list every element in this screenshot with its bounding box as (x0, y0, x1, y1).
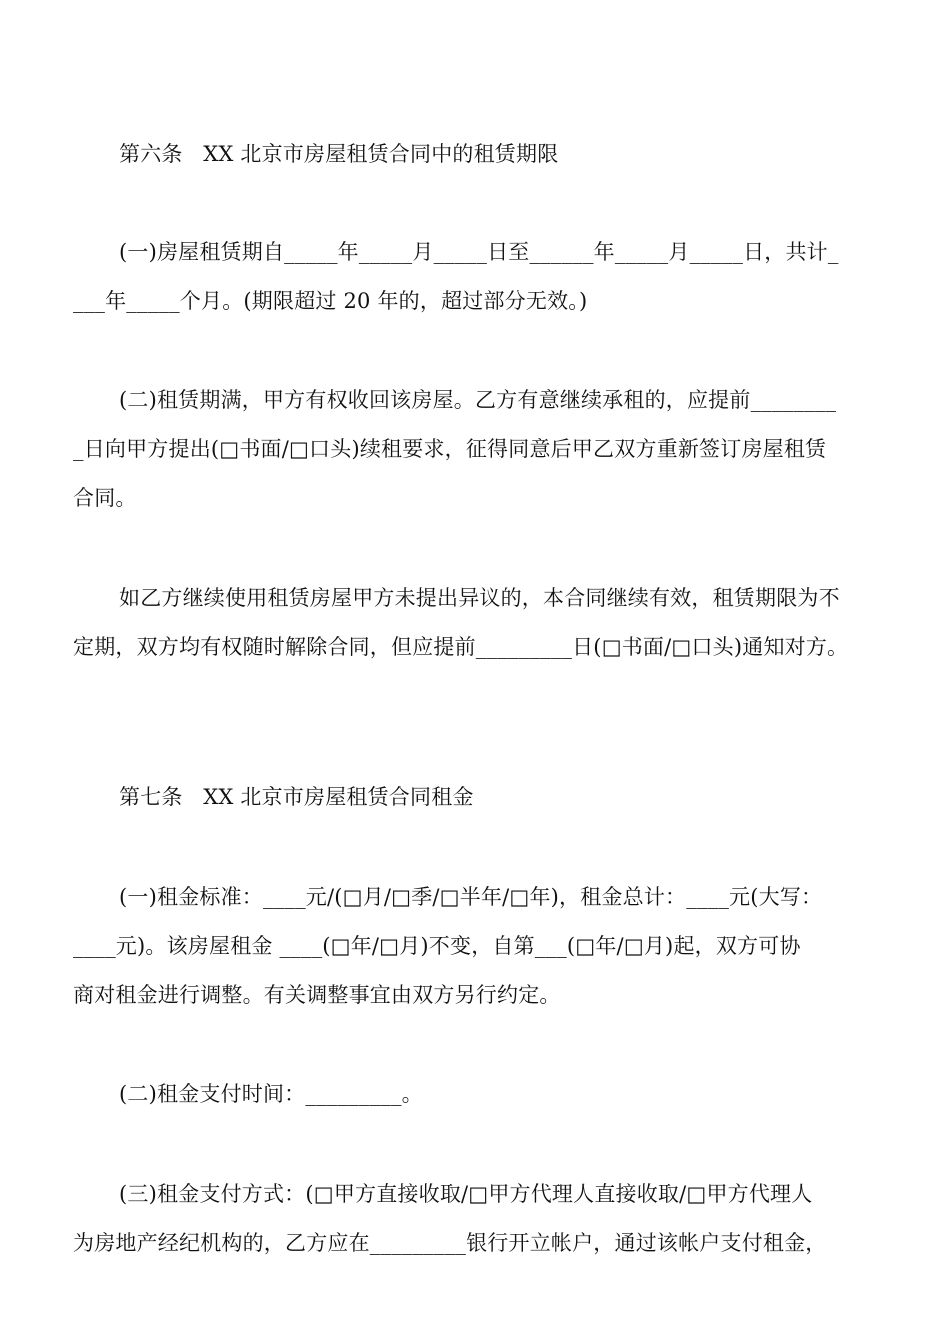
article-6-clause-2-line-3: 合同。 (73, 486, 137, 510)
article-7-clause-3-line-1: (三)租金支付方式：(□甲方直接收取/□甲方代理人直接收取/□甲方代理人 (119, 1182, 813, 1206)
article-7-heading: 第七条 XX 北京市房屋租赁合同租金 (119, 785, 474, 809)
article-7-clause-1-line-1: (一)租金标准：____元/(□月/□季/□半年/□年)，租金总计：____元(大写： (119, 885, 823, 909)
article-6-heading: 第六条 XX 北京市房屋租赁合同中的租赁期限 (119, 142, 559, 166)
article-6-clause-1-line-1: (一)房屋租赁期自_____年_____月_____日至______年_____月_____日，共计_ (119, 240, 839, 264)
article-6-clause-2-line-2: _日向甲方提出(□书面/□口头)续租要求，征得同意后甲乙双方重新签订房屋租赁 (73, 437, 827, 461)
article-6-clause-1-line-2: ___年_____个月。(期限超过 20 年的，超过部分无效。) (73, 289, 588, 313)
article-7-clause-1-line-2: ____元)。该房屋租金 ____(□年/□月)不变，自第___(□年/□月)起，双方可协 (73, 934, 801, 958)
article-6-clause-2-line-1: (二)租赁期满，甲方有权收回该房屋。乙方有意继续承租的，应提前________ (119, 388, 837, 412)
article-6-paragraph-3-line-2: 定期，双方均有权随时解除合同，但应提前_________日(□书面/□口头)通知对方。 (73, 635, 849, 659)
article-6-paragraph-3-line-1: 如乙方继续使用租赁房屋甲方未提出异议的，本合同继续有效，租赁期限为不 (119, 586, 840, 610)
article-7-clause-1-line-3: 商对租金进行调整。有关调整事宜由双方另行约定。 (73, 983, 561, 1007)
article-7-clause-3-line-2: 为房地产经纪机构的，乙方应在_________银行开立帐户，通过该帐户支付租金， (73, 1231, 827, 1255)
article-7-clause-2-line-1: (二)租金支付时间：_________。 (119, 1082, 423, 1106)
